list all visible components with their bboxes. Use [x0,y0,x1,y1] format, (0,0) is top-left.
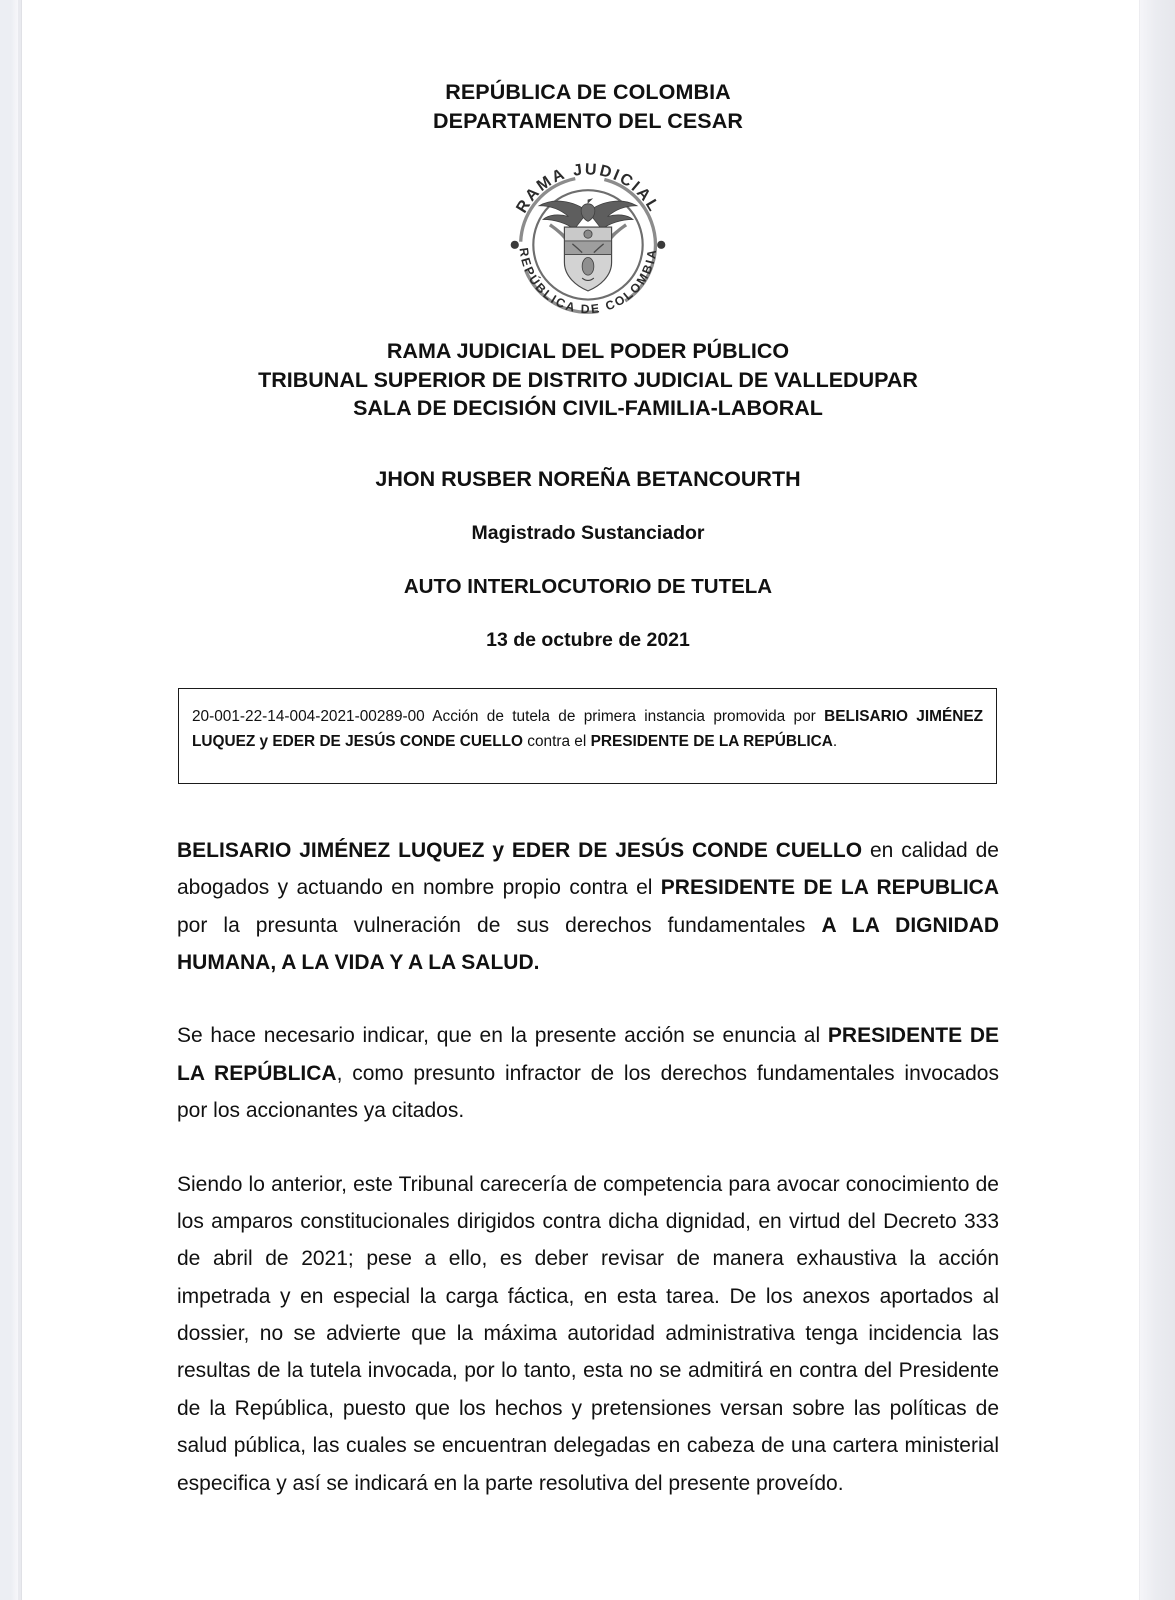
header-line-department: DEPARTAMENTO DEL CESAR [433,108,743,133]
case-plaintiff-two: EDER DE JESÚS CONDE CUELLO [272,732,523,750]
case-plaintiff-one: BELISARIO JIMÉNEZ LUQUEZ [192,707,984,750]
text-run-0: BELISARIO JIMÉNEZ LUQUEZ y EDER DE JESÚS CONDE CUELLO [177,838,863,862]
paragraph-3 [177,1166,999,1502]
case-conjunction: y [255,732,273,750]
case-text-intro: Acción de tutela de primera instancia promovida por [424,707,825,725]
document-body [177,832,999,1502]
rama-judicial-seal-icon [490,155,686,321]
case-defendant: PRESIDENTE DE LA REPÚBLICA [590,732,833,750]
magistrate-name: JHON RUSBER NOREÑA BETANCOURTH [375,466,801,491]
magistrate-role: Magistrado Sustanciador [471,521,705,544]
svg-text:REPÚBLICA DE COLOMBIA: REPÚBLICA DE COLOMBIA [516,247,660,317]
header-line-republic: REPÚBLICA DE COLOMBIA [445,80,731,104]
text-run-2: PRESIDENTE DE LA REPUBLICA [660,876,999,900]
document-date: 13 de octubre de 2021 [486,628,690,651]
text-run-1: PRESIDENTE DE LA REPÚBLICA [177,1024,999,1085]
page-gutter-left [0,0,18,1600]
text-run-2: , como presunto infractor de los derechos fundamentales invocados por los accionantes ya citados. [177,1061,999,1123]
court-line-sala: SALA DE DECISIÓN CIVIL-FAMILIA-LABORAL [353,396,823,421]
page-gutter-right [1139,0,1175,1600]
judicial-seal-container [177,155,999,321]
document-meta-block [177,467,999,652]
text-run-3: por la presunta vulneración de sus derechos fundamentales [177,913,822,937]
text-run-0: Se hace necesario indicar, que en la presente acción se enuncia al [177,1024,828,1048]
case-number: 20-001-22-14-004-2021-00289-00 [192,707,425,725]
case-reference-box [178,688,997,784]
text-run-0: Siendo lo anterior, este Tribunal carecería de competencia para avocar conocimiento de los amparos constitucionales dirigidos contra dicha dignidad, en virtud del Decreto 333 de abril de 2021; pese a ello, es deber revisar de manera exhaustiva la acción impetrada y en especial la carga fáctica, en esta tarea. De los anexos aportados al dossier, no se advierte que la máxima autoridad administrativa tenga incidencia las resultas de la tutela invocada, por lo tanto, esta no se admitirá en contra del Presidente de la República, puesto que los hechos y pretensiones versan sobre las políticas de salud pública, las cuales se encuentran delegadas en cabeza de una cartera ministerial especifica y así se indicará en la parte resolutiva del presente proveído. [177,1172,999,1495]
case-text-against: contra el [522,732,591,750]
paragraph-1 [177,832,999,982]
court-line-tribunal: TRIBUNAL SUPERIOR DE DISTRITO JUDICIAL DE VALLEDUPAR [258,367,918,392]
text-run-4: A LA DIGNIDAD HUMANA, A LA VIDA Y A LA SALUD. [177,913,999,974]
court-line-rama: RAMA JUDICIAL DEL PODER PÚBLICO [386,339,790,364]
svg-text:RAMA JUDICIAL: RAMA JUDICIAL [512,160,664,217]
document-header [177,78,999,135]
case-reference-text [192,705,983,755]
paragraph-2 [177,1017,999,1129]
document-type-title: AUTO INTERLOCUTORIO DE TUTELA [403,574,773,598]
text-run-1: en calidad de abogados y actuando en nombre propio contra el [177,838,999,900]
court-identification-block [177,337,999,423]
case-text-period: . [832,732,838,750]
document-page [22,0,1139,1600]
